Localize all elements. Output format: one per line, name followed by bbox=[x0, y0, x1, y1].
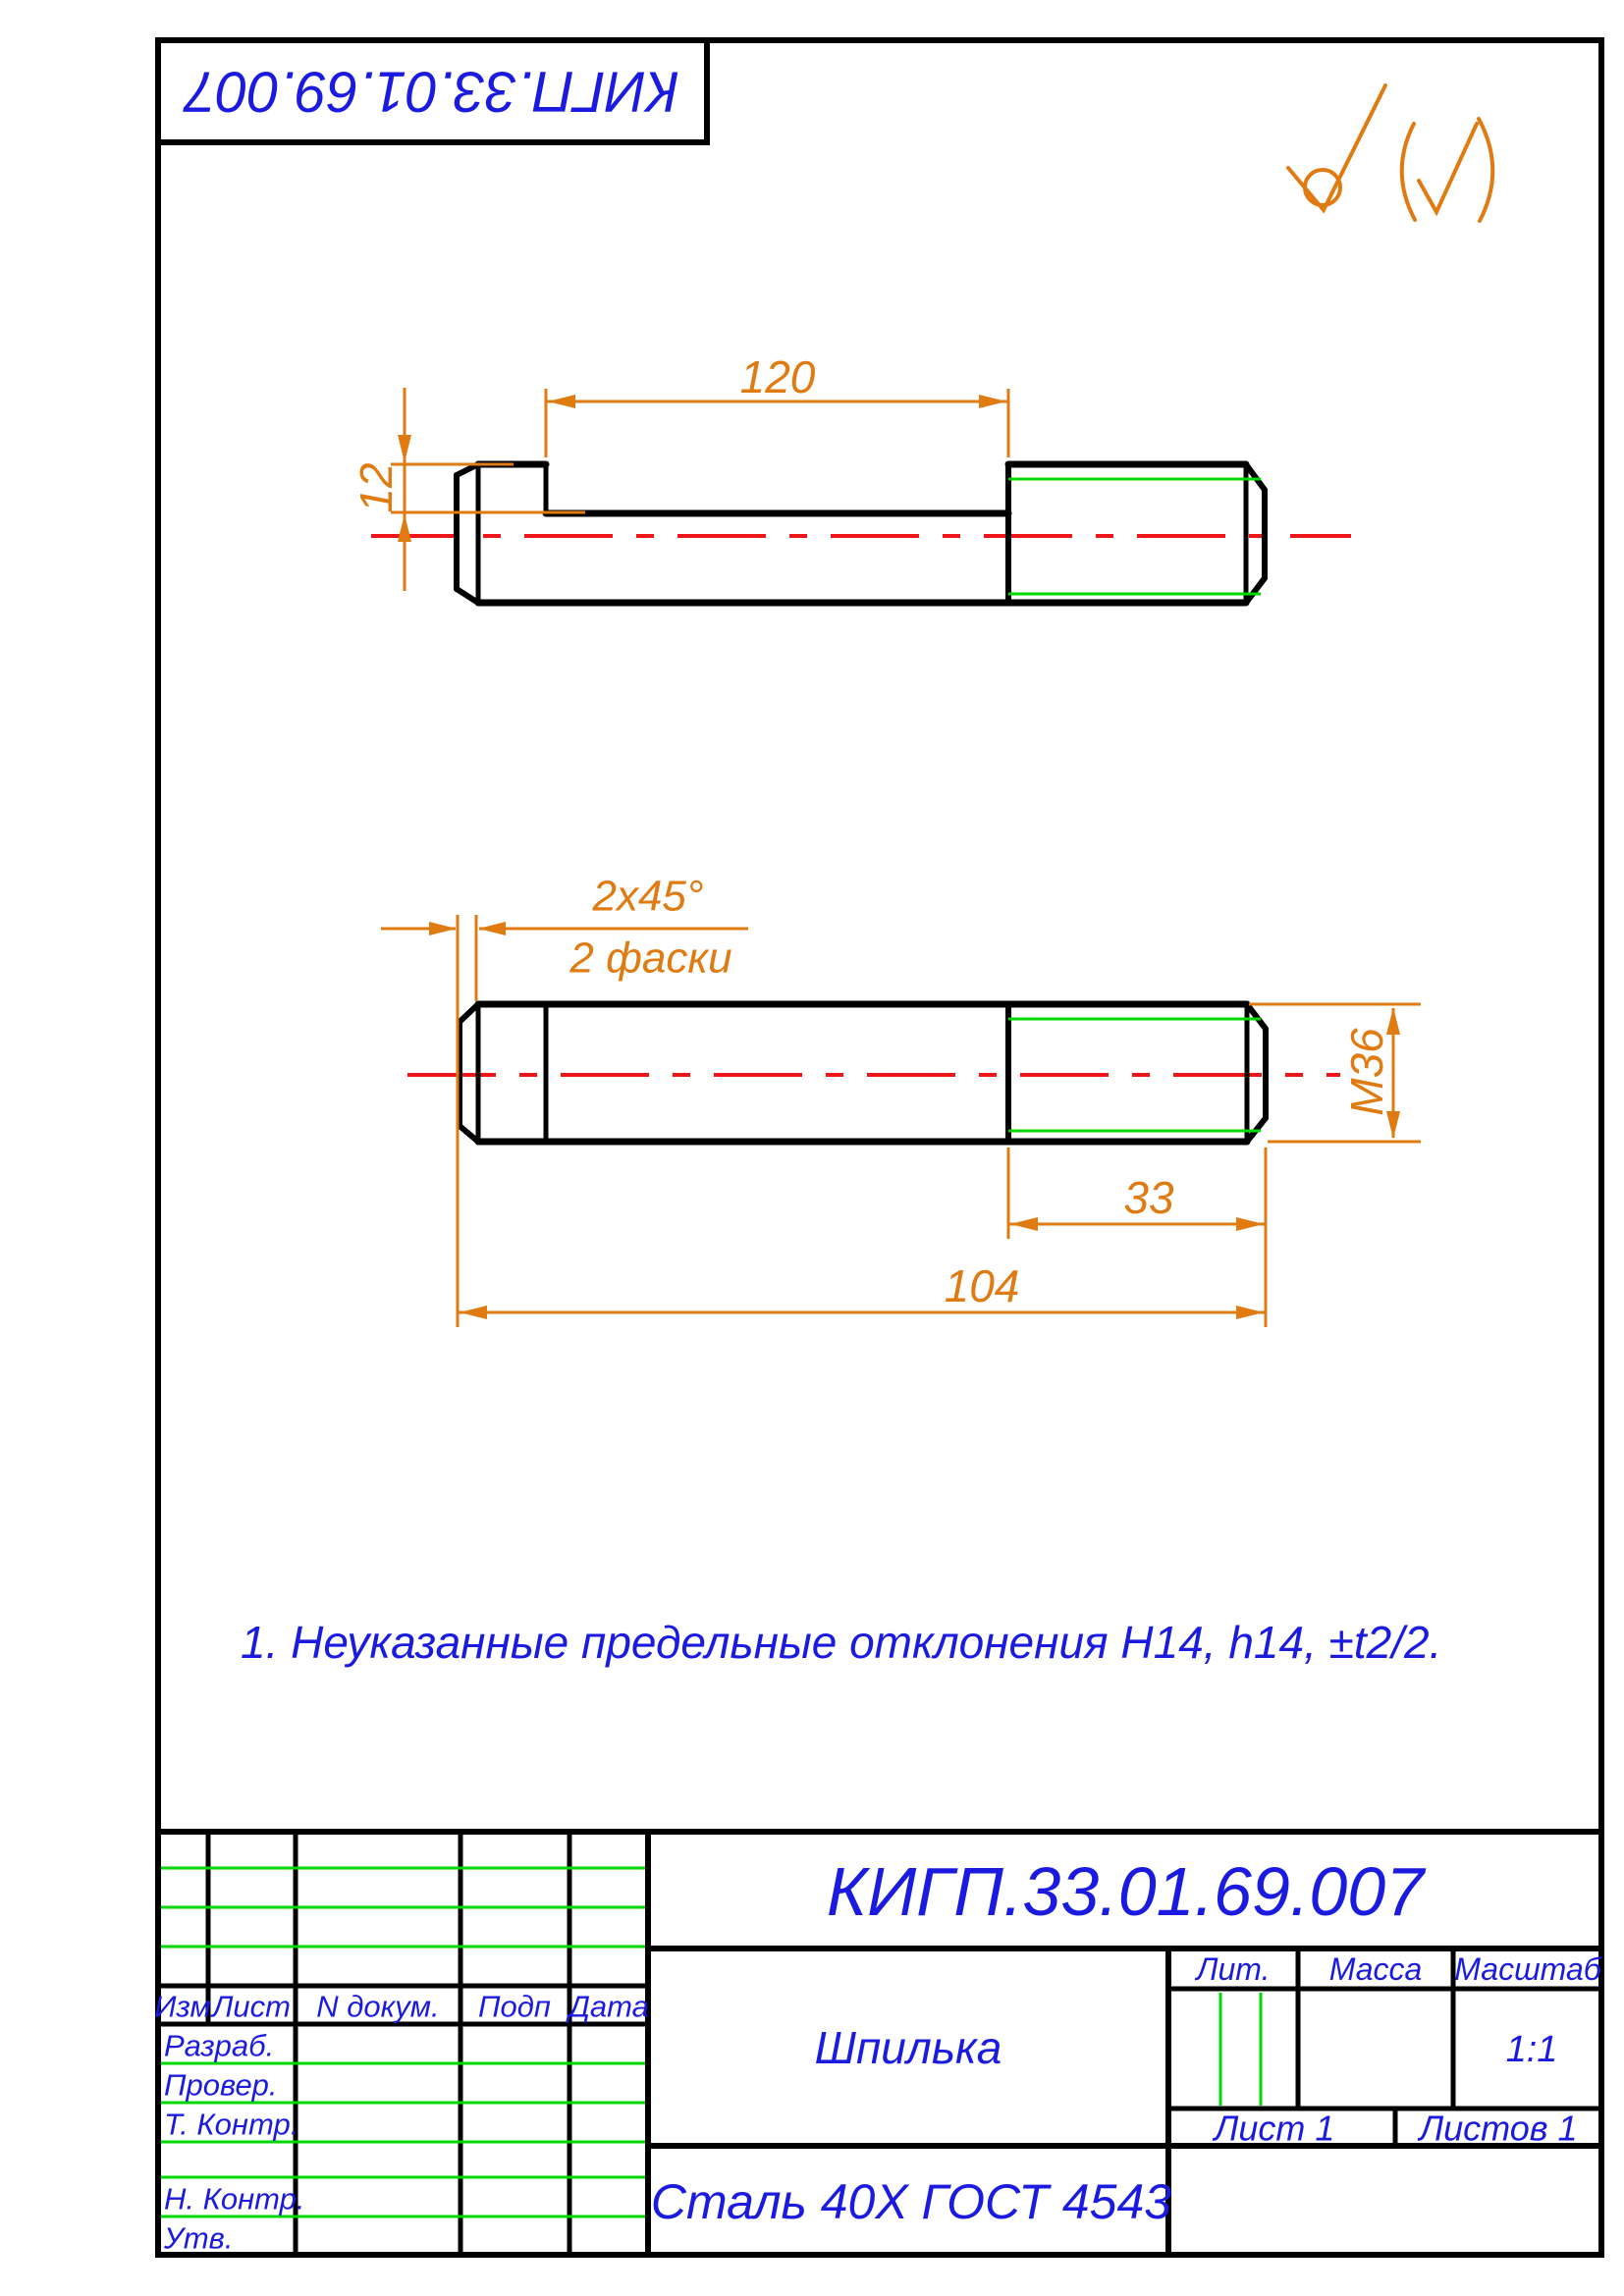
stamp-designation-text: КИГП.33.01.69.007 bbox=[184, 59, 680, 124]
technical-note: 1. Неуказанные предельные отклонения H14, h14, ±t2/2. bbox=[241, 1617, 1442, 1668]
row-prover: Провер. bbox=[164, 2067, 278, 2103]
material: Сталь 40Х ГОСТ 4543 bbox=[650, 2174, 1172, 2229]
rotated-designation-stamp bbox=[158, 40, 707, 142]
dim-m36-text: М36 bbox=[1341, 1028, 1392, 1116]
row-utv: Утв. bbox=[164, 2220, 234, 2256]
view1-dim-120 bbox=[546, 351, 1008, 457]
view2-dim-chamfer bbox=[381, 873, 748, 1328]
dim-12-text: 12 bbox=[351, 462, 402, 513]
sheets-total: Листов 1 bbox=[1419, 2108, 1578, 2149]
view2-dim-33 bbox=[1008, 1148, 1266, 1327]
view2-dim-104 bbox=[458, 1260, 1266, 1319]
title-designation: КИГП.33.01.69.007 bbox=[826, 1853, 1425, 1930]
sheet-number: Лист 1 bbox=[1214, 2108, 1335, 2149]
header-n-dokum: N докум. bbox=[316, 1989, 440, 2024]
dim-104-text: 104 bbox=[944, 1260, 1020, 1311]
header-podp: Подп bbox=[478, 1989, 551, 2024]
header-list: Лист bbox=[212, 1989, 291, 2024]
dim-chamfer-note-text: 2 фаски bbox=[569, 934, 732, 983]
dim-chamfer-text: 2x45° bbox=[592, 872, 704, 921]
scale-value: 1:1 bbox=[1505, 2029, 1558, 2070]
row-t-kontr: Т. Контр. bbox=[164, 2107, 299, 2142]
dim-33-text: 33 bbox=[1123, 1172, 1174, 1223]
row-razrab: Разраб. bbox=[164, 2028, 275, 2063]
massa-label: Масса bbox=[1328, 1951, 1423, 1987]
masshtab-label: Масштаб bbox=[1454, 1951, 1601, 1987]
roughness-symbol-no-removal-icon bbox=[1288, 85, 1385, 210]
dim-120-text: 120 bbox=[739, 351, 816, 402]
view1-outline bbox=[457, 464, 1265, 603]
title-block-texts bbox=[154, 1853, 1601, 2256]
roughness-symbol-parentheses-icon bbox=[1402, 119, 1493, 221]
row-n-kontr: Н. Контр. bbox=[164, 2181, 305, 2216]
part-name: Шпилька bbox=[814, 2022, 1002, 2073]
header-izm: Изм bbox=[154, 1989, 211, 2024]
header-data: Дата bbox=[568, 1989, 649, 2024]
view1-dim-12 bbox=[351, 388, 585, 591]
lit-label: Лит. bbox=[1196, 1951, 1271, 1987]
